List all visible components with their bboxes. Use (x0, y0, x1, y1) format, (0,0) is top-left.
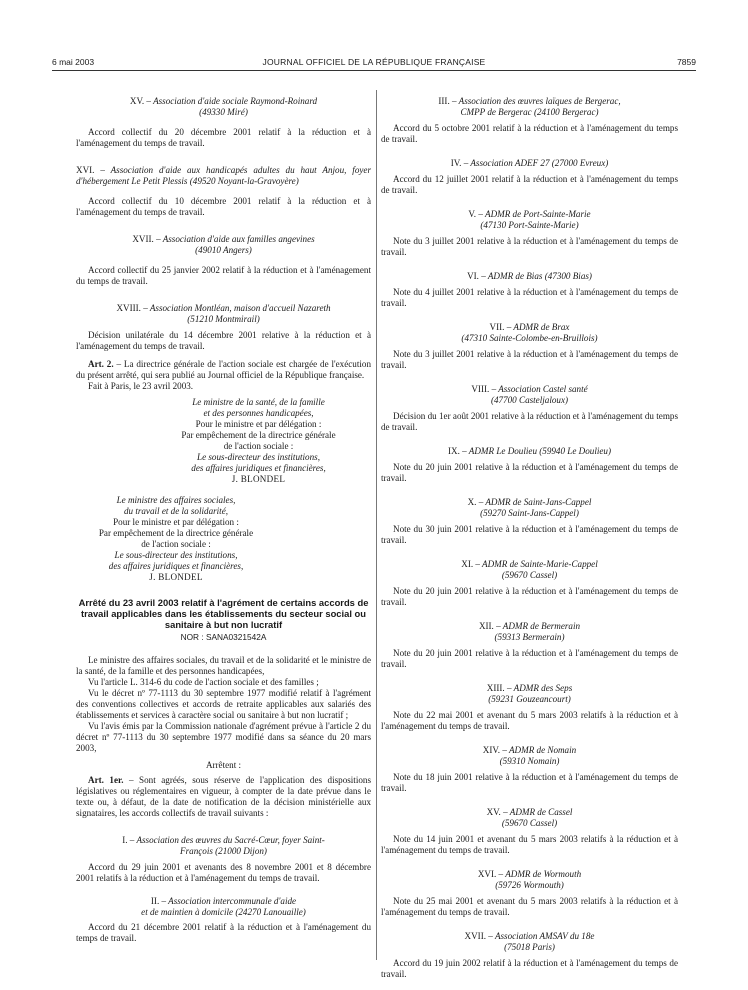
section-text: Note du 25 mai 2001 et avenant du 5 mars 2003 relatifs à la réduction et à l'aménagement du temps de travail. (381, 896, 678, 917)
section-heading: I. – Association des œuvres du Sacré-Cœur, foyer Saint-François (21000 Dijon) (122, 835, 325, 856)
section-text: Accord du 12 juillet 2001 relatif à la réduction et à l'aménagement du temps de travail. (381, 174, 678, 195)
signature-block-sante: Le ministre de la santé, de la famille et des personnes handicapées, Pour le ministre et par délégation : Par empêchement de la directrice générale de l'action sociale : Le sous-directeur des institutions, des affaires juridiques et financières, J. BLONDEL (181, 397, 336, 484)
section-heading: VI. – ADMR de Bias (47300 Bias) (467, 271, 592, 281)
header-rule (52, 70, 696, 71)
section-xv (381, 807, 678, 856)
section-ii (76, 896, 371, 944)
section-text: Note du 4 juillet 2001 relative à la réduction et à l'aménagement du temps de travail. (381, 287, 678, 308)
section-heading: III. – Association des œuvres laïques de Bergerac, CMPP de Bergerac (24100 Bergerac) (438, 96, 621, 117)
section-iii (381, 96, 678, 145)
article-1: Art. 1er. – Sont agréés, sous réserve de l'application des dispositions législatives ou réglementaires en vigueur, à compter de la date prévue dans le texte ou, à défaut, de la date de notification de la décision ministérielle aux signataires, les accords collectifs de travail suivants : (76, 775, 371, 818)
nor-reference: NOR : SANA0321542A (180, 632, 267, 642)
section-xiii (381, 683, 678, 732)
column-divider (376, 90, 377, 960)
section-text: Note du 20 juin 2001 relative à la réduction et à l'aménagement du temps de travail. (381, 462, 678, 483)
section-xvii (381, 931, 678, 980)
left-column (76, 96, 371, 951)
arretent: Arrêtent : (205, 760, 242, 770)
section-xviii (76, 303, 371, 352)
section-text: Accord du 29 juin 2001 et avenants des 8 novembre 2001 et 8 décembre 2001 relatifs à la réduction et à l'aménagement du temps de travail. (76, 862, 371, 883)
arrete-title: Arrêté du 23 avril 2003 relatif à l'agrément de certains accords de travail applicables dans les établissements du secteur social ou sanitaire à but non lucratif (78, 597, 369, 630)
preamble-line: Vu l'article L. 314-6 du code de l'action sociale et des familles ; (88, 677, 319, 687)
section-text: Note du 20 juin 2001 relative à la réduction et à l'aménagement du temps de travail. (381, 648, 678, 669)
section-heading: VIII. – Association Castel santé (47700 Casteljaloux) (471, 384, 588, 405)
section-text: Note du 3 juillet 2001 relative à la réduction et à l'aménagement du temps de travail. (381, 236, 678, 257)
section-text: Accord collectif du 25 janvier 2002 relatif à la réduction et à l'aménagement du temps de travail. (76, 265, 371, 286)
section-heading: XV. – Association d'aide sociale Raymond-Roinard (49330 Miré) (129, 96, 318, 117)
section-heading: IX. – ADMR Le Doulieu (59940 Le Doulieu) (447, 446, 611, 456)
section-heading: XVIII. – Association Montléan, maison d'accueil Nazareth (51210 Montmirail) (116, 303, 331, 324)
header-title: JOURNAL OFFICIEL DE LA RÉPUBLIQUE FRANÇAISE (262, 57, 486, 67)
section-text: Note du 3 juillet 2001 relative à la réduction et à l'aménagement du temps de travail. (381, 349, 678, 370)
section-i (76, 835, 371, 884)
section-text: Accord collectif du 20 décembre 2001 relatif à la réduction et à l'aménagement du temps de travail. (76, 127, 371, 148)
section-text: Note du 20 juin 2001 relative à la réduction et à l'aménagement du temps de travail. (381, 586, 678, 607)
section-text: Décision du 1er août 2001 relative à la réduction et à l'aménagement du temps de travail. (381, 411, 678, 432)
section-heading: XII. – ADMR de Bermerain (59313 Bermerain) (478, 621, 581, 642)
section-viii (381, 384, 678, 433)
preamble-line: Vu l'avis émis par la Commission nationale d'agrément prévue à l'article 2 du décret nº 77-1113 du 30 septembre 1977 modifié dans sa séance du 20 mars 2003, (76, 721, 371, 753)
section-text: Note du 22 mai 2001 et avenant du 5 mars 2003 relatifs à la réduction et à l'aménagement du temps de travail. (381, 710, 678, 731)
section-v (381, 209, 678, 258)
section-xii (381, 621, 678, 670)
section-heading: IV. – Association ADEF 27 (27000 Evreux) (450, 158, 609, 168)
section-heading: XVI. – Association d'aide aux handicapés adultes du haut Anjou, foyer d'hébergement Le Petit Plessis (49520 Noyant-la-Gravoyère) (76, 165, 371, 186)
section-heading: XV. – ADMR de Cassel (59670 Cassel) (486, 807, 573, 828)
header-page-number: 7859 (677, 57, 696, 67)
section-heading: XIII. – ADMR des Seps (59231 Gouzeancourt) (486, 683, 573, 704)
section-text: Note du 30 juin 2001 relative à la réduction et à l'aménagement du temps de travail. (381, 524, 678, 545)
preamble-line: Le ministre des affaires sociales, du travail et de la solidarité et le ministre de la santé, de la famille et des personnes handicapées, (76, 655, 371, 676)
section-heading: XVI. – ADMR de Wormouth (59726 Wormouth) (477, 869, 582, 890)
section-text: Accord du 21 décembre 2001 relatif à la réduction et à l'aménagement du temps de travail. (76, 922, 371, 943)
section-iv (381, 158, 678, 196)
section-xvii (76, 234, 371, 287)
section-text: Accord du 5 octobre 2001 relatif à la réduction et à l'aménagement du temps de travail. (381, 123, 678, 144)
section-xvi (76, 165, 371, 218)
section-text: Accord collectif du 10 décembre 2001 relatif à la réduction et à l'aménagement du temps de travail. (76, 196, 371, 217)
section-text: Note du 18 juin 2001 relative à la réduction et à l'aménagement du temps de travail. (381, 772, 678, 793)
signature-block-affaires-sociales: Le ministre des affaires sociales, du travail et de la solidarité, Pour le ministre et par délégation : Par empêchement de la directrice générale de l'action sociale : Le sous-directeur des institutions, des affaires juridiques et financières, J. BLONDEL (98, 495, 254, 582)
section-heading: X. – ADMR de Saint-Jans-Cappel (59270 Saint-Jans-Cappel) (467, 497, 592, 518)
preamble-line: Vu le décret nº 77-1113 du 30 septembre 1977 modifié relatif à l'agrément des conventions collectives et accords de retraite applicables aux salariés des établissements et services à caractère social ou sanitaire à but non lucratif ; (76, 688, 371, 720)
section-xi (381, 559, 678, 608)
section-xvi (381, 869, 678, 918)
article-2: Art. 2. – La directrice générale de l'action sociale est chargée de l'exécution du présent arrêté, qui sera publié au Journal officiel de la République française. (76, 359, 371, 380)
section-x (381, 497, 678, 546)
section-heading: VII. – ADMR de Brax (47310 Sainte-Colombe-en-Bruillois) (461, 322, 598, 343)
section-heading: II. – Association intercommunale d'aide et de maintien à domicile (24270 Lanouaille) (141, 896, 306, 917)
section-xv (76, 96, 371, 149)
section-text: Note du 14 juin 2001 et avenant du 5 mars 2003 relatifs à la réduction et à l'aménagement du temps de travail. (381, 834, 678, 855)
section-text: Accord du 19 juin 2002 relatif à la réduction et à l'aménagement du temps de travail. (381, 958, 678, 979)
right-column (381, 96, 678, 987)
section-text: Décision unilatérale du 14 décembre 2001 relative à la réduction et à l'aménagement du temps de travail. (76, 330, 371, 351)
section-heading: V. – ADMR de Port-Sainte-Marie (47130 Port-Sainte-Marie) (468, 209, 591, 230)
section-heading: XI. – ADMR de Sainte-Marie-Cappel (59670 Cassel) (461, 559, 598, 580)
page-header (52, 57, 696, 71)
section-vii (381, 322, 678, 371)
header-date: 6 mai 2003 (52, 57, 95, 67)
section-heading: XVII. – Association d'aide aux familles angevines (49010 Angers) (132, 234, 315, 255)
section-ix (381, 446, 678, 484)
section-heading: XVII. – Association AMSAV du 18e (75018 Paris) (464, 931, 595, 952)
section-heading: XIV. – ADMR de Nomain (59310 Nomain) (482, 745, 577, 766)
section-xiv (381, 745, 678, 794)
fait-a-paris: Fait à Paris, le 23 avril 2003. (88, 381, 194, 391)
section-vi (381, 271, 678, 309)
